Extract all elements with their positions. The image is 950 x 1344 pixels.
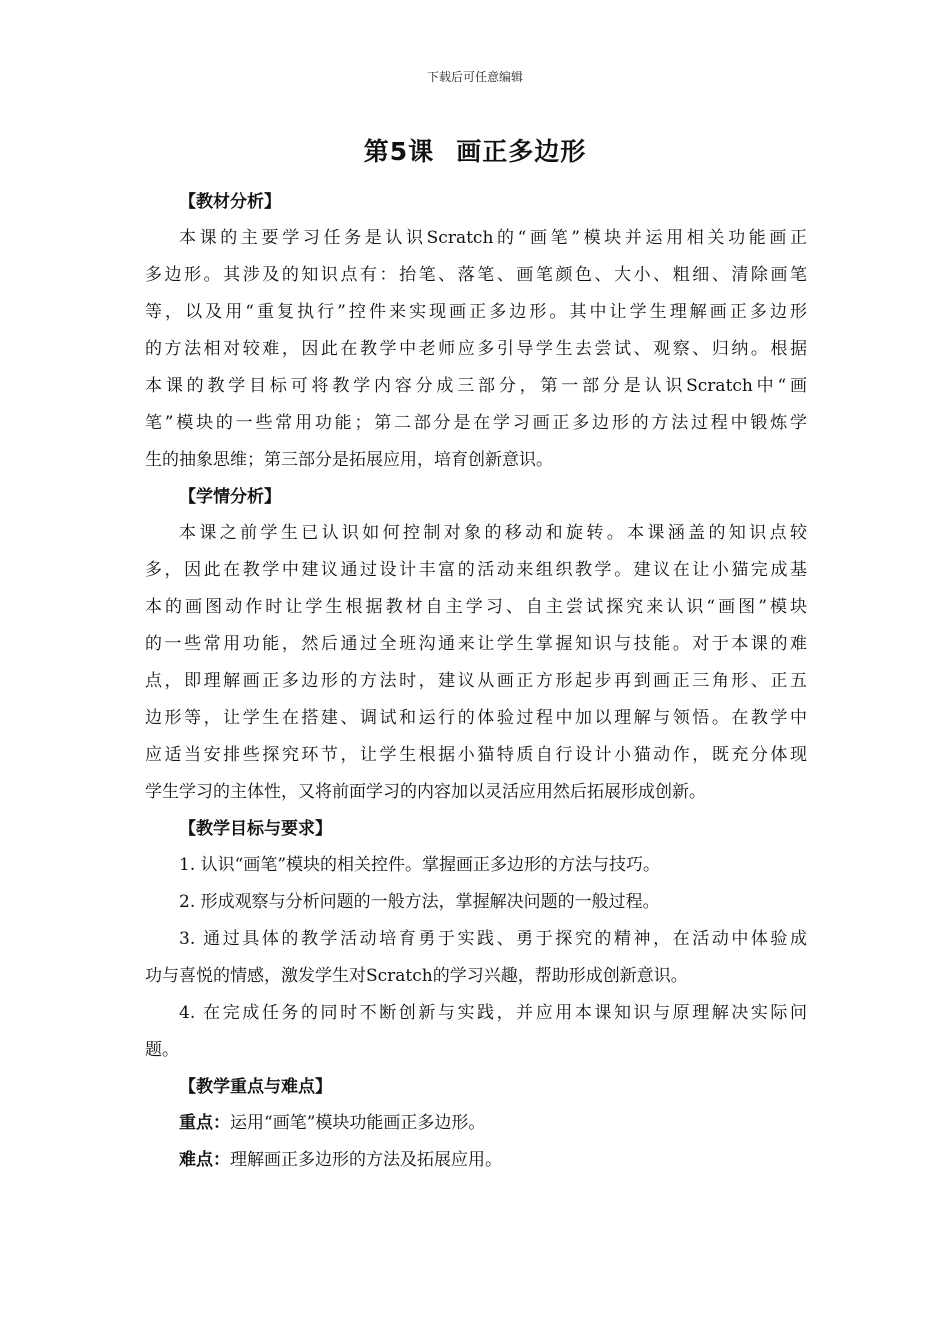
paragraph-line: 本课的教学目标可将教学内容分成三部分，第一部分是认识Scratch中“画 (145, 376, 807, 396)
paragraph-line: 本的画图动作时让学生根据教材自主学习、自主尝试探究来认识“画图”模块 (145, 597, 807, 617)
focus-label: 重点： (179, 1113, 230, 1133)
materials-paragraph (145, 220, 807, 479)
paragraph-line: 等，以及用“重复执行”控件来实现画正多边形。其中让学生理解画正多边形 (145, 302, 807, 322)
paragraph-line: 的方法相对较难，因此在教学中老师应多引导学生去尝试、观察、归纳。根据 (145, 339, 807, 359)
paragraph-line: 笔”模块的一些常用功能；第二部分是在学习画正多边形的方法过程中锻炼学 (145, 413, 807, 433)
paragraph-line: 的一些常用功能，然后通过全班沟通来让学生掌握知识与技能。对于本课的难 (145, 634, 807, 654)
difficulty-text: 理解画正多边形的方法及拓展应用。 (230, 1150, 502, 1170)
goal-item-4-line-2: 题。 (145, 1040, 179, 1060)
paragraph-line: 多边形。其涉及的知识点有：抬笔、落笔、画笔颜色、大小、粗细、清除画笔 (145, 265, 807, 285)
section-heading-keypoints: 【教学重点与难点】 (179, 1077, 332, 1097)
paragraph-line: 点，即理解画正多边形的方法时，建议从画正方形起步再到画正三角形、正五 (145, 671, 807, 691)
document-body (145, 184, 807, 1179)
goal-item-3-line-1: 3. 通过具体的教学活动培育勇于实践、勇于探究的精神，在活动中体验成 (179, 929, 807, 949)
section-heading-students: 【学情分析】 (179, 487, 281, 507)
paragraph-line: 学生学习的主体性，又将前面学习的内容加以灵活应用然后拓展形成创新。 (145, 782, 706, 802)
goal-item-2: 2. 形成观察与分析问题的一般方法，掌握解决问题的一般过程。 (179, 892, 660, 912)
difficulty-label: 难点： (179, 1150, 230, 1170)
paragraph-line: 边形等，让学生在搭建、调试和运行的体验过程中加以理解与领悟。在教学中 (145, 708, 807, 728)
paragraph-line: 应适当安排些探究环节，让学生根据小猫特质自行设计小猫动作，既充分体现 (145, 745, 807, 765)
header-note: 下载后可任意编辑 (426, 70, 523, 84)
focus-text: 运用“画笔”模块功能画正多边形。 (230, 1113, 486, 1133)
goal-item-1: 1. 认识“画笔”模块的相关控件。掌握画正多边形的方法与技巧。 (179, 855, 661, 875)
paragraph-line: 生的抽象思维；第三部分是拓展应用，培育创新意识。 (145, 450, 553, 470)
goal-item-3-line-2: 功与喜悦的情感，激发学生对Scratch的学习兴趣，帮助形成创新意识。 (145, 966, 688, 986)
page-title (0, 132, 950, 168)
paragraph-line: 本课的主要学习任务是认识Scratch的“画笔”模块并运用相关功能画正 (179, 228, 807, 248)
focus-line (145, 1105, 807, 1142)
section-heading-goals: 【教学目标与要求】 (179, 819, 332, 839)
students-paragraph (145, 515, 807, 811)
lesson-name: 画正多边形 (456, 137, 587, 166)
difficulty-line (145, 1142, 807, 1179)
lesson-number: 第5课 (363, 137, 435, 166)
goal-item-4-line-1: 4. 在完成任务的同时不断创新与实践，并应用本课知识与原理解决实际问 (179, 1003, 807, 1023)
section-heading-materials: 【教材分析】 (179, 192, 281, 212)
paragraph-line: 本课之前学生已认识如何控制对象的移动和旋转。本课涵盖的知识点较 (179, 523, 807, 543)
paragraph-line: 多，因此在教学中建议通过设计丰富的活动来组织教学。建议在让小猫完成基 (145, 560, 807, 580)
goals-list (145, 847, 807, 1069)
